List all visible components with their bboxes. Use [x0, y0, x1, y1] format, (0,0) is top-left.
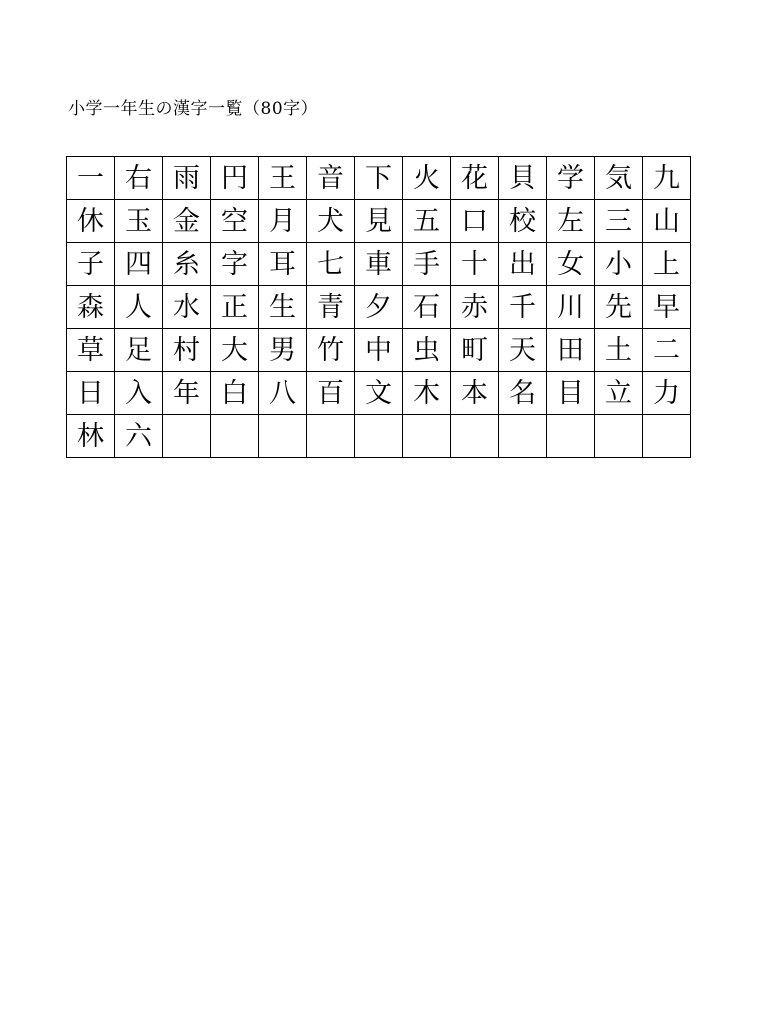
kanji-cell: 二	[643, 329, 691, 372]
kanji-cell: 下	[355, 157, 403, 200]
kanji-cell	[499, 415, 547, 458]
kanji-cell: 出	[499, 243, 547, 286]
table-row	[67, 157, 691, 200]
kanji-cell: 耳	[259, 243, 307, 286]
kanji-cell: 貝	[499, 157, 547, 200]
kanji-cell	[163, 415, 211, 458]
kanji-cell: 子	[67, 243, 115, 286]
kanji-cell: 七	[307, 243, 355, 286]
kanji-cell: 竹	[307, 329, 355, 372]
kanji-cell: 手	[403, 243, 451, 286]
kanji-cell: 中	[355, 329, 403, 372]
table-row	[67, 415, 691, 458]
kanji-cell: 田	[547, 329, 595, 372]
kanji-cell: 金	[163, 200, 211, 243]
kanji-cell: 文	[355, 372, 403, 415]
kanji-cell: 入	[115, 372, 163, 415]
kanji-cell: 名	[499, 372, 547, 415]
kanji-cell	[307, 415, 355, 458]
kanji-cell: 村	[163, 329, 211, 372]
kanji-cell: 右	[115, 157, 163, 200]
table-row	[67, 286, 691, 329]
kanji-table	[66, 156, 691, 458]
kanji-cell: 森	[67, 286, 115, 329]
kanji-cell: 校	[499, 200, 547, 243]
kanji-cell	[595, 415, 643, 458]
kanji-cell: 月	[259, 200, 307, 243]
kanji-cell	[643, 415, 691, 458]
kanji-cell: 川	[547, 286, 595, 329]
kanji-cell: 早	[643, 286, 691, 329]
kanji-cell: 字	[211, 243, 259, 286]
kanji-cell: 休	[67, 200, 115, 243]
kanji-cell: 生	[259, 286, 307, 329]
kanji-cell: 林	[67, 415, 115, 458]
kanji-cell	[259, 415, 307, 458]
kanji-cell: 八	[259, 372, 307, 415]
kanji-cell: 草	[67, 329, 115, 372]
kanji-cell: 人	[115, 286, 163, 329]
kanji-cell: 年	[163, 372, 211, 415]
kanji-cell: 音	[307, 157, 355, 200]
kanji-cell: 小	[595, 243, 643, 286]
kanji-cell: 石	[403, 286, 451, 329]
kanji-cell: 正	[211, 286, 259, 329]
kanji-cell: 百	[307, 372, 355, 415]
table-row	[67, 329, 691, 372]
kanji-cell: 一	[67, 157, 115, 200]
kanji-cell: 足	[115, 329, 163, 372]
kanji-cell: 夕	[355, 286, 403, 329]
kanji-cell: 三	[595, 200, 643, 243]
kanji-cell: 天	[499, 329, 547, 372]
kanji-cell: 木	[403, 372, 451, 415]
kanji-cell: 赤	[451, 286, 499, 329]
page-title: 小学一年生の漢字一覧（80字）	[68, 99, 319, 119]
kanji-cell: 学	[547, 157, 595, 200]
kanji-cell: 女	[547, 243, 595, 286]
table-row	[67, 372, 691, 415]
table-row	[67, 200, 691, 243]
kanji-cell: 左	[547, 200, 595, 243]
kanji-table-body	[67, 157, 691, 458]
kanji-cell: 力	[643, 372, 691, 415]
kanji-cell: 虫	[403, 329, 451, 372]
kanji-cell: 九	[643, 157, 691, 200]
kanji-cell: 気	[595, 157, 643, 200]
kanji-cell: 土	[595, 329, 643, 372]
kanji-cell: 山	[643, 200, 691, 243]
kanji-cell: 空	[211, 200, 259, 243]
kanji-cell: 男	[259, 329, 307, 372]
kanji-cell: 立	[595, 372, 643, 415]
kanji-cell: 水	[163, 286, 211, 329]
kanji-cell: 花	[451, 157, 499, 200]
kanji-cell	[547, 415, 595, 458]
kanji-cell: 六	[115, 415, 163, 458]
kanji-cell: 白	[211, 372, 259, 415]
kanji-cell: 本	[451, 372, 499, 415]
kanji-cell: 先	[595, 286, 643, 329]
kanji-cell: 十	[451, 243, 499, 286]
kanji-cell: 糸	[163, 243, 211, 286]
kanji-cell: 犬	[307, 200, 355, 243]
kanji-cell: 王	[259, 157, 307, 200]
kanji-cell: 円	[211, 157, 259, 200]
kanji-cell: 車	[355, 243, 403, 286]
kanji-cell: 町	[451, 329, 499, 372]
kanji-cell: 大	[211, 329, 259, 372]
kanji-cell: 千	[499, 286, 547, 329]
kanji-cell: 上	[643, 243, 691, 286]
kanji-cell	[355, 415, 403, 458]
kanji-cell: 火	[403, 157, 451, 200]
kanji-cell	[403, 415, 451, 458]
kanji-cell: 五	[403, 200, 451, 243]
kanji-cell: 口	[451, 200, 499, 243]
kanji-cell	[211, 415, 259, 458]
kanji-cell: 見	[355, 200, 403, 243]
kanji-cell: 玉	[115, 200, 163, 243]
kanji-cell: 青	[307, 286, 355, 329]
kanji-cell: 目	[547, 372, 595, 415]
kanji-cell: 雨	[163, 157, 211, 200]
kanji-cell	[451, 415, 499, 458]
table-row	[67, 243, 691, 286]
kanji-cell: 日	[67, 372, 115, 415]
kanji-cell: 四	[115, 243, 163, 286]
